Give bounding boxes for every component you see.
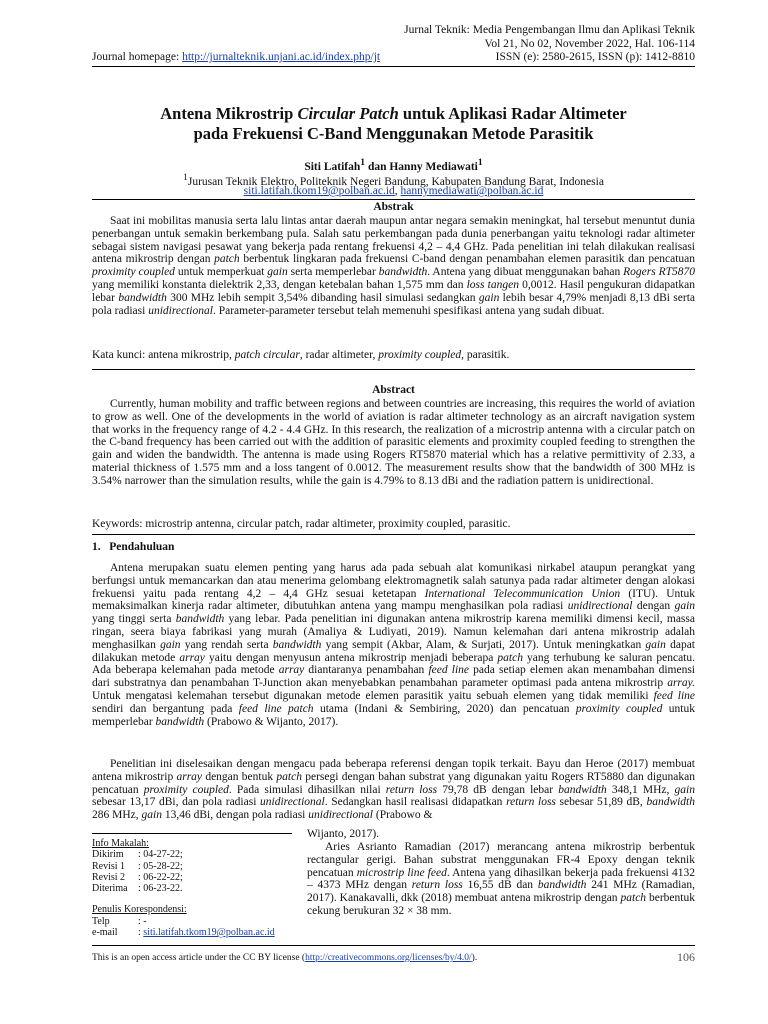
email-colon: : [138, 927, 144, 939]
footer-rule [92, 945, 695, 946]
info-dates [92, 849, 183, 894]
author-1: Siti Latifah [304, 160, 361, 173]
info-value: : 05-28-22; [138, 860, 183, 872]
journal-header [404, 23, 695, 51]
intro-paragraph-3: Aries Asrianto Ramadian (2017) merancang antena mikrostrip berbentuk rectangular gerigi. Bahan substrat menggunakan FR-4 Epoxy dengan teknik pencatuan microstrip line feed. Antena yang dihasilkan bekerja pada frekuensi 4132 – 4373 MHz dengan return loss 16,55 dB dan bandwidth 241 MHz (Ramadian, 2017). Kanakavalli, dkk (2018) membuat antena mikrostrip dengan patch berbentuk cekung berukuran 32 × 38 mm. [307, 841, 695, 917]
keywords: Keywords: microstrip antenna, circular patch, radar altimeter, proximity coupled, parasitic. [92, 518, 511, 530]
email-sep: , [394, 185, 401, 197]
corr-title: Penulis Korespondensi: [92, 904, 187, 916]
homepage-label: Journal homepage: [92, 51, 180, 63]
corr-contact [92, 916, 275, 939]
journal-volume: Vol 21, No 02, November 2022, Hal. 106-114 [484, 38, 695, 50]
info-title: Info Makalah: [92, 838, 149, 849]
paper-title [92, 104, 695, 144]
abstract-heading: Abstract [372, 384, 415, 396]
title-part: Antena Mikrostrip [160, 104, 298, 123]
telp-key: Telp [92, 915, 110, 927]
homepage-link[interactable]: http://jurnalteknik.unjani.ac.id/index.php/jt [182, 51, 381, 63]
info-key: Revisi 2 [92, 871, 126, 883]
license-footer: This is an open access article under the CC BY license (http://creativecommons.org/licenses/by/4.0/). [92, 953, 478, 963]
title-italic: Circular Patch [297, 104, 399, 123]
title-line2: pada Frekuensi C-Band Menggunakan Metode Parasitik [193, 124, 594, 143]
abstrak-text: Saat ini mobilitas manusia serta lalu lintas antar daerah maupun antar negara semakin meningkat, hal tersebut menuntut dunia penerbangan untuk semakin berkembang pula. Salah satu perkembangan pada dunia penerbangan yaitu teknologi radar altimeter sebagai sistem navigasi pesawat yang bekerja pada rentang frekuensi 4,2 – 4,4 GHz. Pada penelitian ini telah dilakukan realisasi antena mikrostrip dengan patch berbentuk lingkaran pada frekuensi C-band dengan penambahan elemen parasitik dan pencatuan proximity coupled untuk memperkuat gain serta memperlebar bandwidth. Antena yang dibuat menggunakan bahan Rogers RT5870 yang memiliki konstanta dielektrik 2,33, dengan ketebalan bahan 1,575 mm dan loss tangen 0,0012. Hasil pengukuran didapatkan lebar bandwidth 300 MHz lebih sempit 3,54% dibanding hasil simulasi sedangkan gain lebih besar 4,79% menjadi 8,13 dBi serta pola radiasi unidirectional. Parameter-parameter tersebut telah memenuhi spesifikasi antena yang sudah dibuat. [92, 215, 696, 317]
telp-value: : - [138, 915, 147, 927]
kata-kunci-rule [92, 369, 695, 370]
kata-kunci: Kata kunci: antena mikrostrip, patch circular, radar altimeter, proximity coupled, parasitik. [92, 349, 510, 361]
info-value: : 06-22-22; [138, 871, 183, 883]
author-sup: 1 [477, 157, 483, 168]
abstract-text: Currently, human mobility and traffic between regions and between countries are increasing, this requires the world of aviation to grow as well. One of the developments in the world of aviation is radar altimeter technology as an aircraft navigation system that works in the frequency range of 4.2 - 4.4 GHz. In this research, the realization of a microstrip antenna with a circular patch on the C-band frequency has been carried out with the addition of parasitic elements and proximity coupled feeding to strengthen the gain and widen the bandwidth. The antenna is made using Rogers RT5870 material which has a relative permittivity of 2.33, a material thickness of 1.575 mm and a loss tangent of 0.0012. The measurement results show that the bandwidth of 300 MHz is 3.54% narrower than the simulation results, while the gain is 4.79% to 8.13 dBi and the radiation pattern is unidirectional. [92, 398, 695, 487]
info-value: : 04-27-22; [138, 849, 183, 861]
email-link-2[interactable]: hannymediawati@polban.ac.id [400, 185, 544, 197]
author-sup: 1 [360, 157, 366, 168]
info-key: Dikirim [92, 849, 124, 861]
info-key: Revisi 1 [92, 860, 126, 872]
author-2: dan Hanny Mediawati [365, 160, 478, 173]
journal-homepage [92, 51, 380, 63]
author-list [92, 157, 695, 173]
title-part: untuk Aplikasi Radar Altimeter [398, 104, 627, 123]
info-value: : 06-23-22. [138, 883, 183, 895]
abstract-rule [92, 199, 695, 200]
abstrak-heading: Abstrak [373, 201, 414, 213]
intro-paragraph-1: Antena merupakan suatu elemen penting yang harus ada pada sebuah alat komunikasi nirkabel ataupun perangkat yang berfungsi untuk memancarkan dan atau menerima gelombang elektromagnetik salah satunya pada radar altimeter dengan alokasi frekuensi yaitu pada rentang 4,2 – 4,4 GHz sesuai ketetapan International Telecommunication Union (ITU). Untuk memaksimalkan kinerja radar altimeter, dibutuhkan antena yang mampu menghasilkan pola radiasi unidirectional dengan gain yang tinggi serta bandwidth yang lebar. Pada penelitian ini digunakan antena mikrostrip karena memiliki dimensi kecil, massa ringan, seera biaya fabrikasi yang murah (Amaliya & Ludiyati, 2019). Namun kelemahan dari antena mikrostrip adalah menghasilkan gain yang rendah serta bandwidth yang sempit (Akbar, Alam, & Surjati, 2017). Untuk meningkatkan gain dapat dilakukan metode array yaitu dengan menyusun antena mikrostrip menjadi beberapa patch yang terhubung ke saluran pencatu. Ada beberapa kelemahan pada metode array diantaranya penambahan feed line pada setiap elemen akan menambahan dimensi dari substratnya dan penambahan T-Junction akan menyebabkan penambahan parameter optimasi pada antena mikrostrip array. Untuk mengatasi kelemahan tersebut digunakan metode elemen parasitik yaitu sebuah elemen yang tidak memiliki feed line sendiri dan bergantung pada feed line patch utama (Indani & Sembiring, 2020) dan pencatuan proximity coupled untuk memperlebar bandwidth (Prabowo & Wijanto, 2017). [92, 562, 696, 728]
corr-email-link[interactable]: siti.latifah.tkom19@polban.ac.id [143, 927, 275, 939]
info-key: Diterima [92, 883, 128, 895]
author-emails [92, 185, 695, 197]
keywords-rule [92, 534, 695, 535]
email-key: e-mail [92, 927, 118, 939]
journal-name: Jurnal Teknik: Media Pengembangan Ilmu dan Aplikasi Teknik [404, 24, 695, 36]
journal-issn: ISSN (e): 2580-2615, ISSN (p): 1412-8810 [495, 51, 695, 63]
article-info-box [92, 833, 292, 938]
affil-sup: 1 [183, 172, 188, 183]
header-rule [92, 66, 695, 67]
intro-paragraph-2-end: Wijanto, 2017). [307, 828, 380, 840]
intro-paragraph-2: Penelitian ini diselesaikan dengan mengacu pada beberapa referensi dengan topik terkait. Bayu dan Heroe (2017) membuat antena mikrostrip array dengan bentuk patch persegi dengan bahan substrat yang digunakan yaitu Rogers RT5880 dan digunakan pencatuan proximity coupled. Pada simulasi dihasilkan nilai return loss 79,78 dB dengan lebar bandwidth 348,1 MHz, gain sebesar 13,17 dBi, dan pola radiasi unidirectional. Sedangkan hasil realisasi didapatkan return loss sebesar 51,89 dB, bandwidth 286 MHz, gain 13,46 dBi, dengan pola radiasi unidirectional (Prabowo & [92, 758, 695, 822]
affil-text: Jurusan Teknik Elektro, Politeknik Negeri Bandung, Kabupaten Bandung Barat, Indonesia [187, 175, 604, 188]
page-number: 106 [677, 950, 695, 964]
email-link-1[interactable]: siti.latifah.tkom19@polban.ac.id [243, 185, 395, 197]
section-heading-pendahuluan: 1. Pendahuluan [92, 541, 175, 553]
license-link[interactable]: http://creativecommons.org/licenses/by/4.0/ [305, 953, 472, 963]
